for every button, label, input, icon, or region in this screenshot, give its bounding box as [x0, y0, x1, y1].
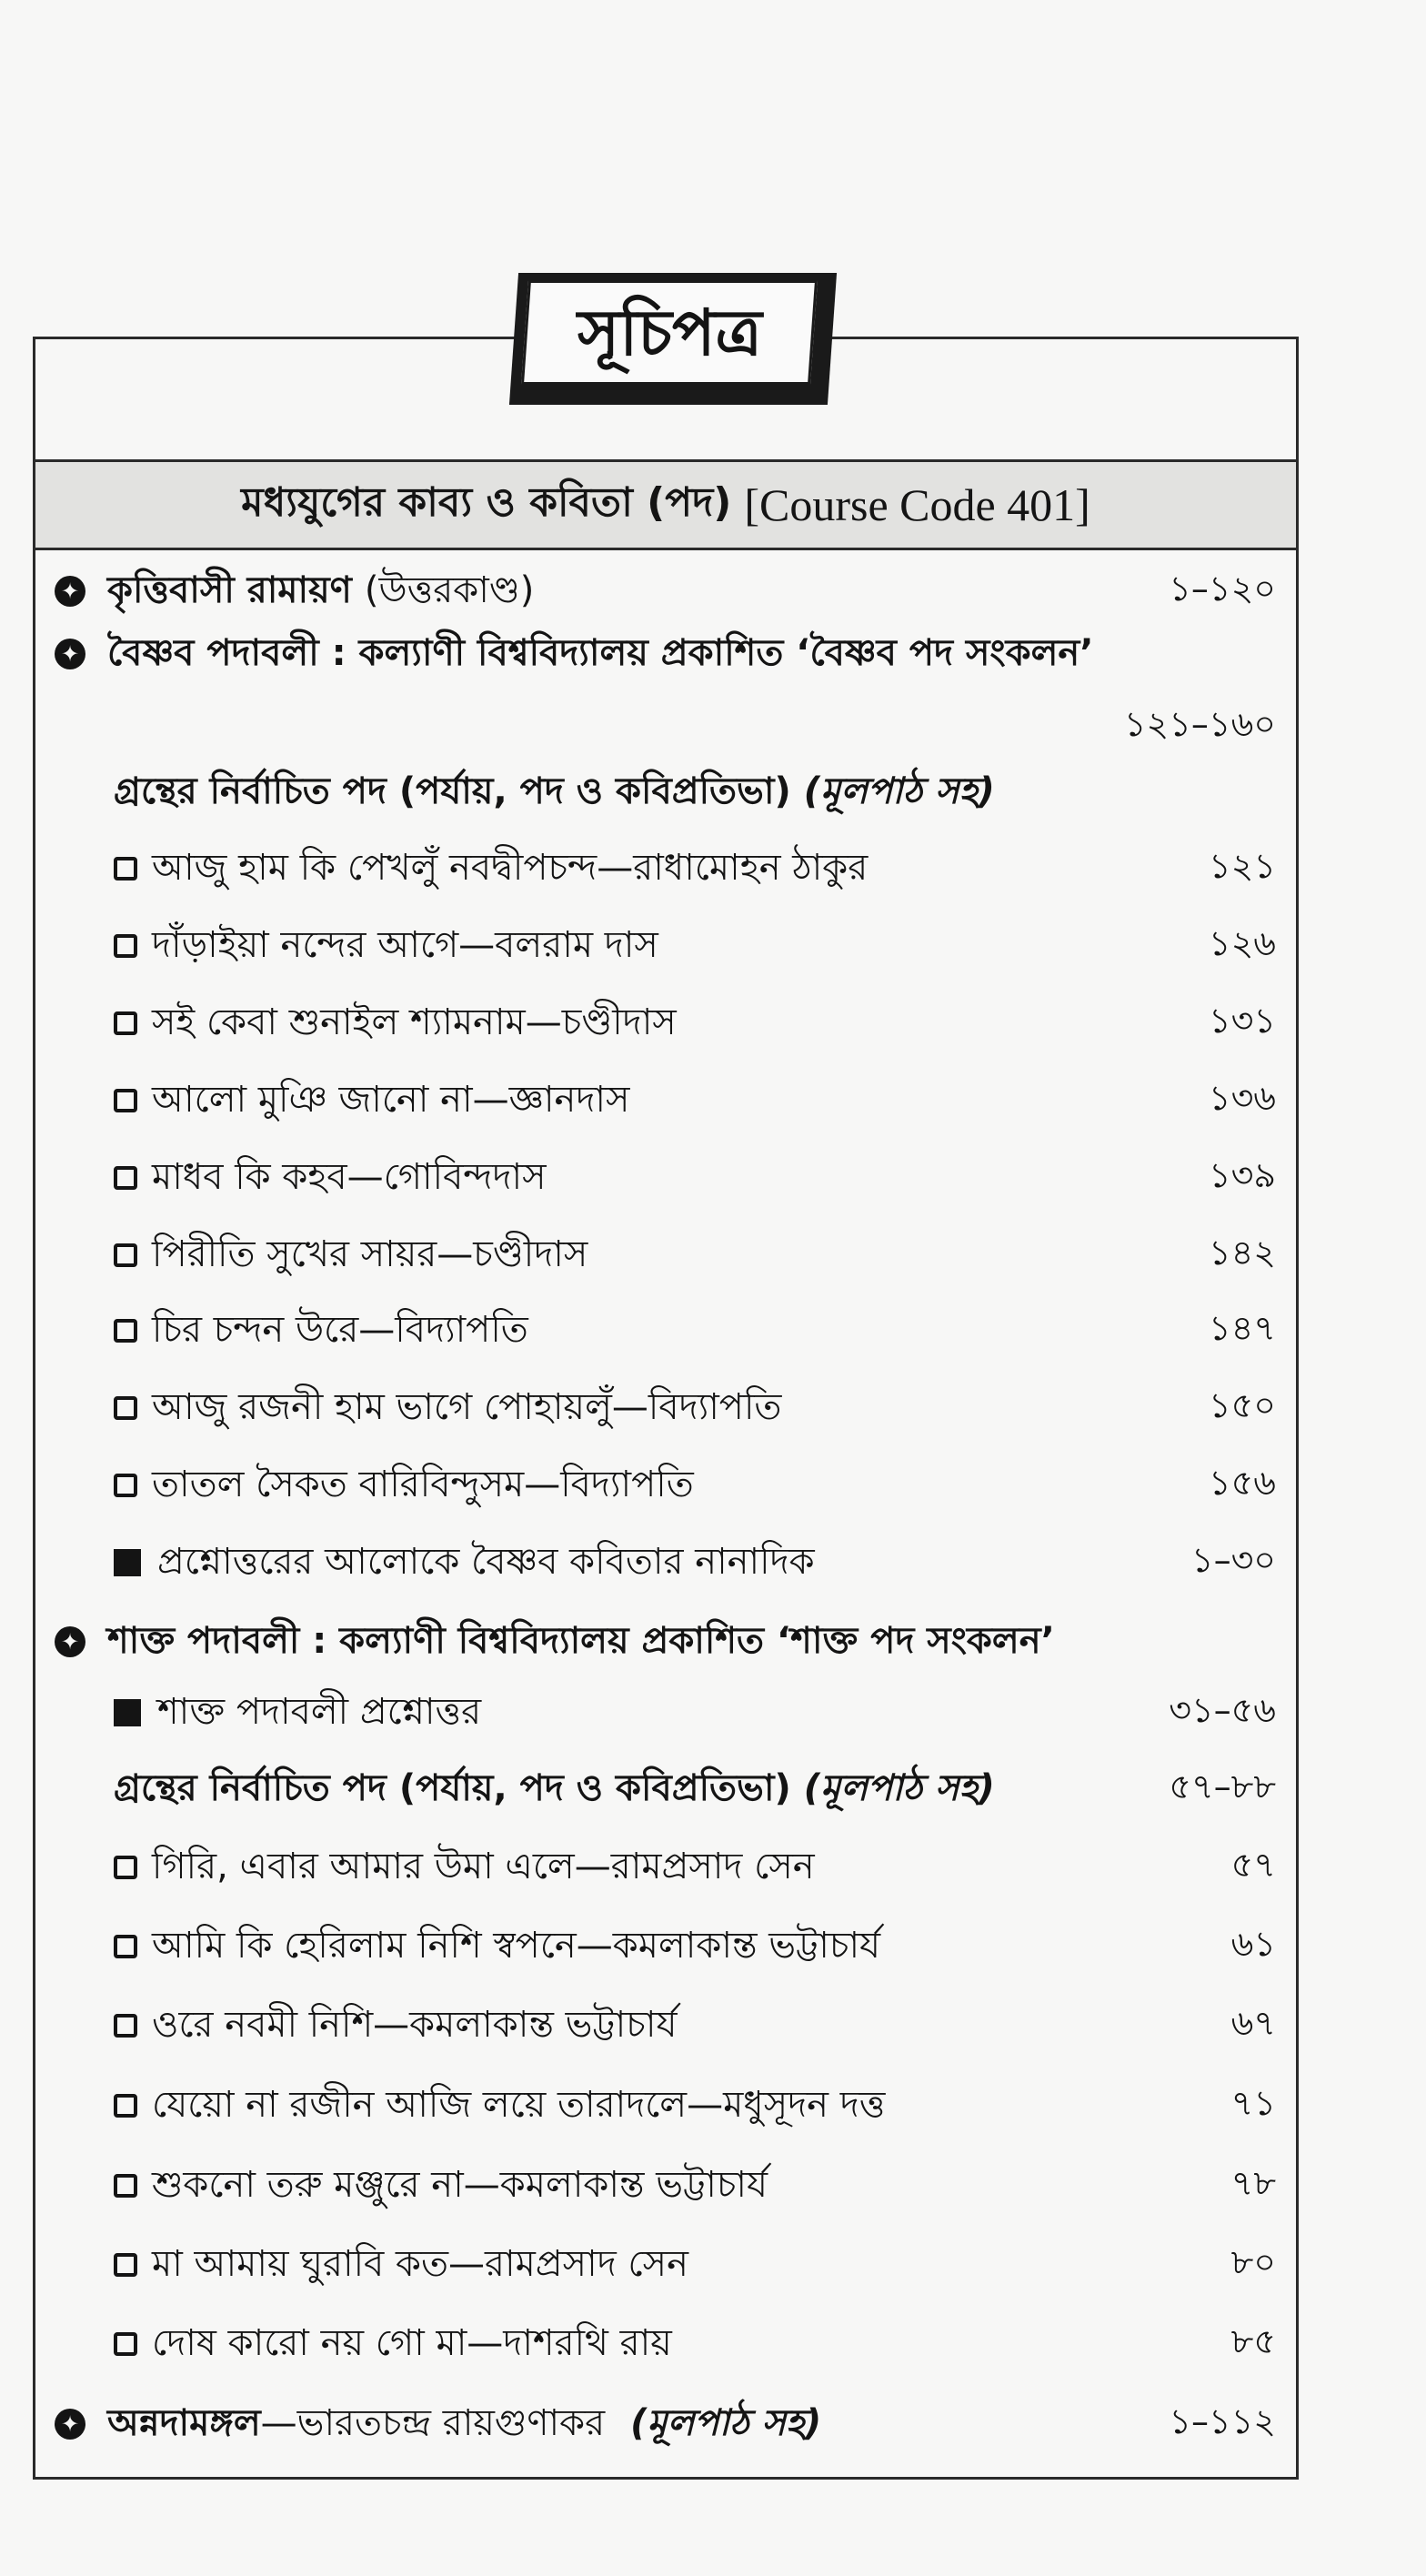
entry-title: কৃত্তিবাসী রামায়ণ [107, 569, 352, 611]
qa-title: প্রশ্নোত্তরের আলোকে বৈষ্ণব কবিতার নানাদিক [157, 1540, 815, 1583]
entry-title: শাক্ত পদাবলী : কল্যাণী বিশ্ববিদ্যালয় প্রকাশিত ‘শাক্ত পদ সংকলন’ [107, 1619, 1055, 1662]
checkbox-bullet-icon [114, 1243, 137, 1267]
poem-page: ১৪২ [1208, 1233, 1276, 1273]
checkbox-bullet-icon [114, 1474, 137, 1497]
title-badge-box [521, 280, 818, 385]
poem-page: ১৫০ [1208, 1385, 1276, 1425]
page-title: সূচিপত্র [577, 294, 762, 370]
toc-entry-vaishnav-pages [0, 695, 1426, 759]
poem-page: ৬৭ [1230, 2003, 1276, 2043]
poem-title: যেয়ো না রজীন আজি লয়ে তারাদলে—মধুসূদন দত্ত [152, 2083, 886, 2126]
entry-title: অন্নদামঙ্গল [107, 2401, 261, 2444]
poem-page: ৮০ [1230, 2242, 1276, 2282]
shakta-selected-heading [0, 1757, 1426, 1821]
poem-page: ১৩৬ [1208, 1078, 1276, 1118]
entry-pages: ১–১১২ [1169, 2401, 1276, 2441]
star-bullet-icon: ✦ [55, 2409, 85, 2440]
qa-title: শাক্ত পদাবলী প্রশ্নোত্তর [157, 1690, 482, 1733]
selected-pages: ৫৭–৮৮ [1169, 1766, 1276, 1806]
poem-page: ৬১ [1230, 1924, 1276, 1964]
poem-title: পিরীতি সুখের সায়র—চণ্ডীদাস [152, 1233, 588, 1275]
star-bullet-icon: ✦ [55, 1626, 85, 1657]
qa-pages: ১–৩০ [1190, 1540, 1276, 1580]
vaishnav-poem-6[interactable] [0, 1223, 1426, 1287]
subject-name: মধ্যযুগের কাব্য ও কবিতা (পদ) [241, 478, 732, 526]
toc-entry-annada[interactable] [0, 2392, 1426, 2456]
poem-title: দোষ কারো নয় গো মা—দাশরথি রায় [152, 2321, 672, 2364]
poem-title: তাতল সৈকত বারিবিন্দুসম—বিদ্যাপতি [152, 1463, 694, 1505]
checkbox-bullet-icon [114, 1319, 137, 1343]
course-code: [Course Code 401] [744, 479, 1090, 530]
vaishnav-poem-3[interactable] [0, 991, 1426, 1055]
poem-title: আজু হাম কি পেখলুঁ নবদ্বীপচন্দ—রাধামোহন ঠাকুর [152, 846, 869, 889]
poem-title: গিরি, এবার আমার উমা এলে—রামপ্রসাদ সেন [152, 1845, 815, 1887]
shakta-poem-7[interactable] [0, 2312, 1426, 2376]
vaishnav-poem-4[interactable] [0, 1069, 1426, 1132]
poem-title: আমি কি হেরিলাম নিশি স্বপনে—কমলাকান্ত ভট্টাচার্য [152, 1924, 881, 1967]
vaishnav-selected-heading [0, 760, 1426, 824]
poem-page: ৮৫ [1230, 2321, 1276, 2361]
square-bullet-icon [114, 1549, 141, 1576]
poem-title: শুকনো তরু মঞ্জুরে না—কমলাকান্ত ভট্টাচার্য [152, 2163, 768, 2206]
checkbox-bullet-icon [114, 857, 137, 880]
checkbox-bullet-icon [114, 1166, 137, 1190]
checkbox-bullet-icon [114, 2253, 137, 2277]
selected-note: (মূলপাঠ সহ) [803, 1766, 995, 1809]
poem-page: ১৩১ [1208, 1001, 1276, 1041]
vaishnav-poem-1[interactable] [0, 837, 1426, 901]
shakta-qa[interactable] [0, 1681, 1426, 1745]
poem-page: ৭১ [1230, 2083, 1276, 2123]
poem-title: মা আমায় ঘুরাবি কত—রামপ্রসাদ সেন [152, 2242, 688, 2285]
poem-page: ১৪৭ [1208, 1308, 1276, 1348]
shakta-poem-5[interactable] [0, 2154, 1426, 2218]
vaishnav-qa[interactable] [0, 1531, 1426, 1595]
checkbox-bullet-icon [114, 2094, 137, 2118]
contents-title-badge [514, 273, 832, 405]
checkbox-bullet-icon [114, 1011, 137, 1035]
poem-title: আজু রজনী হাম ভাগে পোহায়লুঁ—বিদ্যাপতি [152, 1385, 782, 1428]
poem-title: মাধব কি কহব—গোবিন্দদাস [152, 1155, 547, 1198]
vaishnav-poem-8[interactable] [0, 1376, 1426, 1440]
vaishnav-poem-7[interactable] [0, 1299, 1426, 1363]
square-bullet-icon [114, 1699, 141, 1726]
shakta-poem-4[interactable] [0, 2074, 1426, 2138]
entry-title: বৈষ্ণব পদাবলী : কল্যাণী বিশ্ববিদ্যালয় প্রকাশিত ‘বৈষ্ণব পদ সংকলন’ [107, 631, 1094, 674]
poem-page: ১৫৬ [1208, 1463, 1276, 1503]
poem-page: ৫৭ [1230, 1845, 1276, 1885]
selected-note: (মূলপাঠ সহ) [803, 770, 995, 812]
toc-entry-krittibas[interactable] [0, 559, 1426, 623]
qa-pages: ৩১–৫৬ [1169, 1690, 1276, 1730]
vaishnav-poem-2[interactable] [0, 914, 1426, 978]
poem-title: চির চন্দন উরে—বিদ্যাপতি [152, 1308, 528, 1351]
toc-entry-shakta[interactable] [0, 1610, 1426, 1674]
poem-page: ৭৮ [1230, 2163, 1276, 2203]
subject-band [35, 459, 1296, 550]
checkbox-bullet-icon [114, 2332, 137, 2356]
vaishnav-poem-5[interactable] [0, 1146, 1426, 1210]
poem-page: ১২১ [1208, 846, 1276, 886]
entry-pages: ১–১২০ [1169, 569, 1276, 609]
poem-title: সই কেবা শুনাইল শ্যামনাম—চণ্ডীদাস [152, 1001, 677, 1043]
selected-heading: গ্রন্থের নির্বাচিত পদ (পর্যায়, পদ ও কবিপ্রতিভা) [114, 1766, 791, 1809]
checkbox-bullet-icon [114, 1856, 137, 1879]
checkbox-bullet-icon [114, 1396, 137, 1420]
checkbox-bullet-icon [114, 2014, 137, 2038]
star-bullet-icon: ✦ [55, 576, 85, 607]
vaishnav-poem-9[interactable] [0, 1454, 1426, 1517]
star-bullet-icon: ✦ [55, 639, 85, 669]
shakta-poem-3[interactable] [0, 1994, 1426, 2058]
poem-title: ওরে নবমী নিশি—কমলাকান্ত ভট্টাচার্য [152, 2003, 678, 2046]
poem-page: ১৩৯ [1208, 1155, 1276, 1195]
checkbox-bullet-icon [114, 934, 137, 958]
toc-entry-vaishnav[interactable] [0, 622, 1426, 686]
poem-page: ১২৬ [1208, 923, 1276, 963]
shakta-poem-6[interactable] [0, 2233, 1426, 2297]
checkbox-bullet-icon [114, 1089, 137, 1112]
shakta-poem-2[interactable] [0, 1915, 1426, 1978]
entry-note: (মূলপাঠ সহ) [630, 2401, 822, 2444]
shakta-poem-1[interactable] [0, 1836, 1426, 1899]
entry-pages: ১২১–১৬০ [1123, 704, 1276, 744]
checkbox-bullet-icon [114, 2174, 137, 2198]
entry-subtitle: (উত্তরকাণ্ড) [364, 569, 535, 611]
checkbox-bullet-icon [114, 1935, 137, 1958]
poem-title: আলো মুঞি জানো না—জ্ঞানদাস [152, 1078, 630, 1121]
entry-author: —ভারতচন্দ্র রায়গুণাকর [260, 2401, 606, 2444]
selected-heading: গ্রন্থের নির্বাচিত পদ (পর্যায়, পদ ও কবিপ্রতিভা) [114, 770, 791, 812]
poem-title: দাঁড়াইয়া নন্দের আগে—বলরাম দাস [152, 923, 658, 966]
